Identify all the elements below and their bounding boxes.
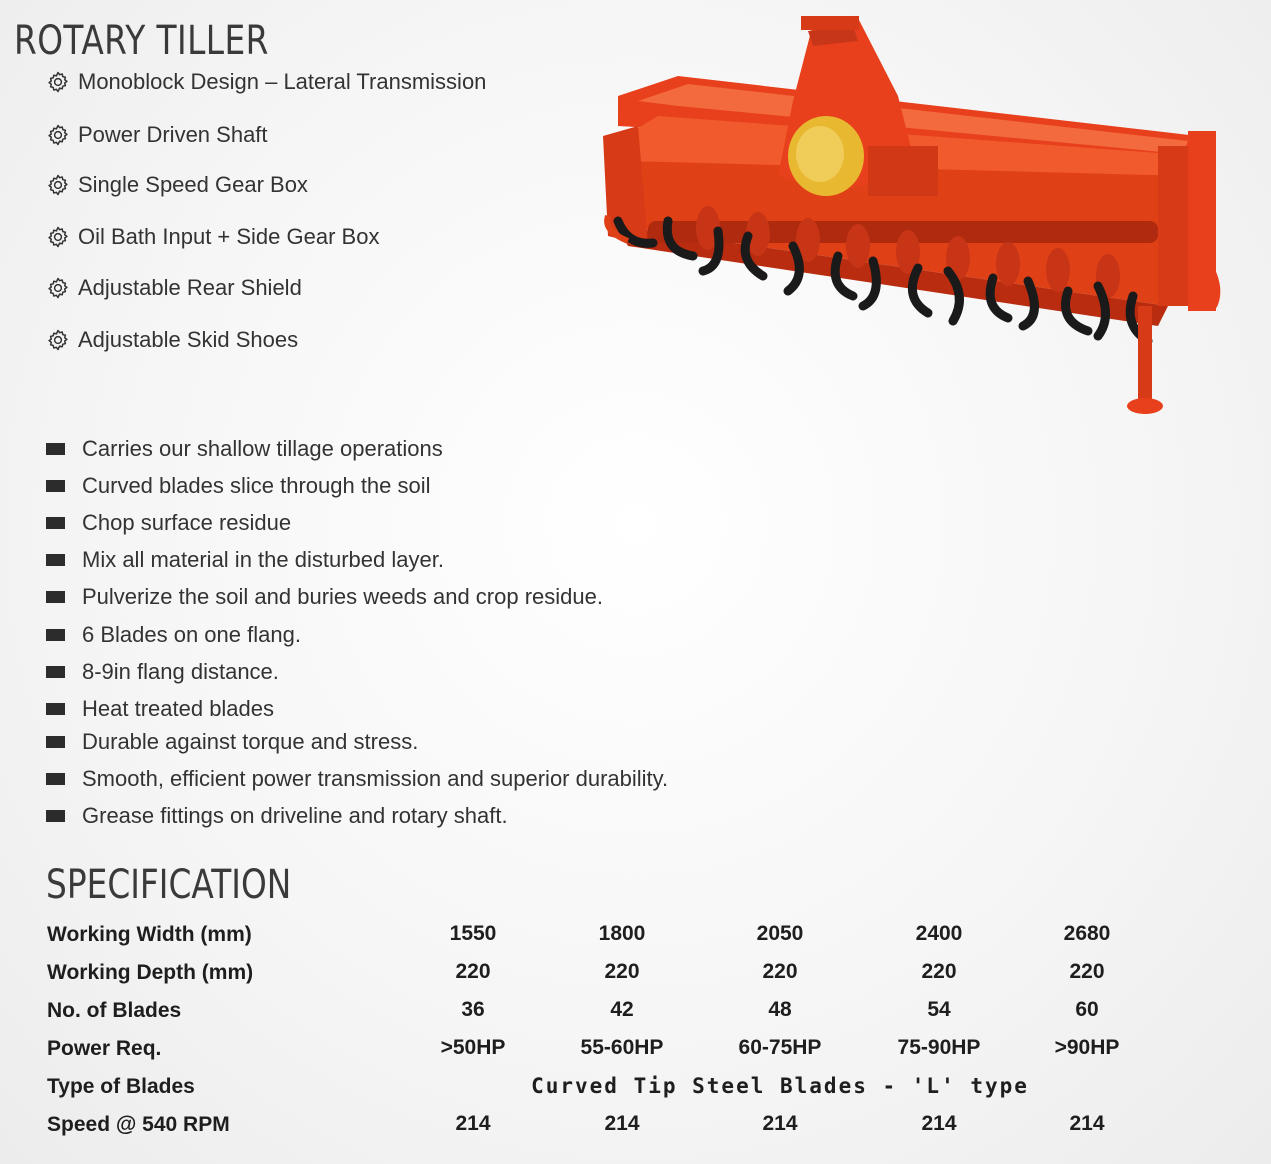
square-bullet-icon — [46, 629, 65, 641]
square-bullet-icon — [46, 554, 65, 566]
spec-cell: 2680 — [1063, 922, 1111, 945]
spec-row-label: Power Req. — [47, 1037, 162, 1060]
list-item: Pulverize the soil and buries weeds and crop residue. — [46, 582, 603, 612]
spec-cell: 54 — [927, 998, 951, 1021]
square-bullet-icon — [46, 810, 65, 822]
rotary-tiller-image — [598, 6, 1228, 426]
feature-label: Adjustable Skid Shoes — [78, 327, 299, 352]
gear-icon — [46, 123, 70, 147]
spec-row-label: Type of Blades — [47, 1075, 195, 1098]
list-item: Chop surface residue — [46, 508, 291, 538]
square-bullet-icon — [46, 517, 65, 529]
spec-cell: 220 — [604, 960, 640, 983]
spec-cell: 214 — [455, 1112, 491, 1135]
feature-label: Oil Bath Input + Side Gear Box — [78, 224, 380, 249]
spec-cell: 220 — [455, 960, 491, 983]
spec-cell: 60-75HP — [738, 1036, 822, 1059]
specification-heading: SPECIFICATION — [46, 862, 292, 908]
list-item: 6 Blades on one flang. — [46, 620, 301, 650]
square-bullet-icon — [46, 591, 65, 603]
feature-label: Monoblock Design – Lateral Transmission — [78, 69, 487, 94]
spec-row-label: Working Depth (mm) — [47, 961, 254, 984]
feature-item — [46, 325, 298, 355]
list-item: Mix all material in the disturbed layer. — [46, 545, 444, 575]
spec-row-label: Speed @ 540 RPM — [47, 1113, 230, 1136]
spec-cell: 214 — [762, 1112, 798, 1135]
list-item: Heat treated blades — [46, 694, 274, 724]
spec-cell: 55-60HP — [580, 1036, 664, 1059]
feature-item — [46, 170, 308, 200]
spec-cell: 42 — [610, 998, 634, 1021]
spec-row-label: Working Width (mm) — [47, 923, 252, 946]
page-title: ROTARY TILLER — [14, 18, 269, 64]
feature-item — [46, 273, 302, 303]
feature-label: Power Driven Shaft — [78, 122, 268, 147]
feature-label: Adjustable Rear Shield — [78, 275, 302, 300]
feature-item — [46, 222, 379, 252]
spec-cell: 36 — [461, 998, 485, 1021]
spec-span-cell: Curved Tip Steel Blades - 'L' type — [531, 1074, 1029, 1098]
spec-cell: 48 — [768, 998, 792, 1021]
square-bullet-icon — [46, 480, 65, 492]
square-bullet-icon — [46, 703, 65, 715]
gear-icon — [46, 276, 70, 300]
spec-cell: 220 — [1069, 960, 1105, 983]
spec-cell: 220 — [762, 960, 798, 983]
spec-cell: 214 — [604, 1112, 640, 1135]
spec-cell: 1800 — [598, 922, 646, 945]
spec-cell: 220 — [921, 960, 957, 983]
square-bullet-icon — [46, 443, 65, 455]
spec-cell: 2050 — [756, 922, 804, 945]
feature-label: Single Speed Gear Box — [78, 172, 308, 197]
list-item: Grease fittings on driveline and rotary shaft. — [46, 801, 508, 831]
spec-row-label: No. of Blades — [47, 999, 182, 1022]
square-bullet-icon — [46, 736, 65, 748]
spec-cell: >50HP — [440, 1036, 506, 1059]
list-item: Curved blades slice through the soil — [46, 471, 431, 501]
square-bullet-icon — [46, 666, 65, 678]
spec-cell: 214 — [921, 1112, 957, 1135]
gear-icon — [46, 225, 70, 249]
gear-icon — [46, 328, 70, 352]
spec-cell: 60 — [1075, 998, 1099, 1021]
spec-cell: 2400 — [915, 922, 963, 945]
spec-cell: 214 — [1069, 1112, 1105, 1135]
feature-item — [46, 120, 268, 150]
spec-cell: >90HP — [1054, 1036, 1120, 1059]
list-item: Carries our shallow tillage operations — [46, 434, 443, 464]
list-item: Durable against torque and stress. — [46, 727, 418, 757]
gear-icon — [46, 70, 70, 94]
gear-icon — [46, 173, 70, 197]
spec-cell: 1550 — [449, 922, 497, 945]
list-item: 8-9in flang distance. — [46, 657, 279, 687]
square-bullet-icon — [46, 773, 65, 785]
list-item: Smooth, efficient power transmission and superior durability. — [46, 764, 668, 794]
feature-item — [46, 67, 486, 97]
spec-cell: 75-90HP — [897, 1036, 981, 1059]
